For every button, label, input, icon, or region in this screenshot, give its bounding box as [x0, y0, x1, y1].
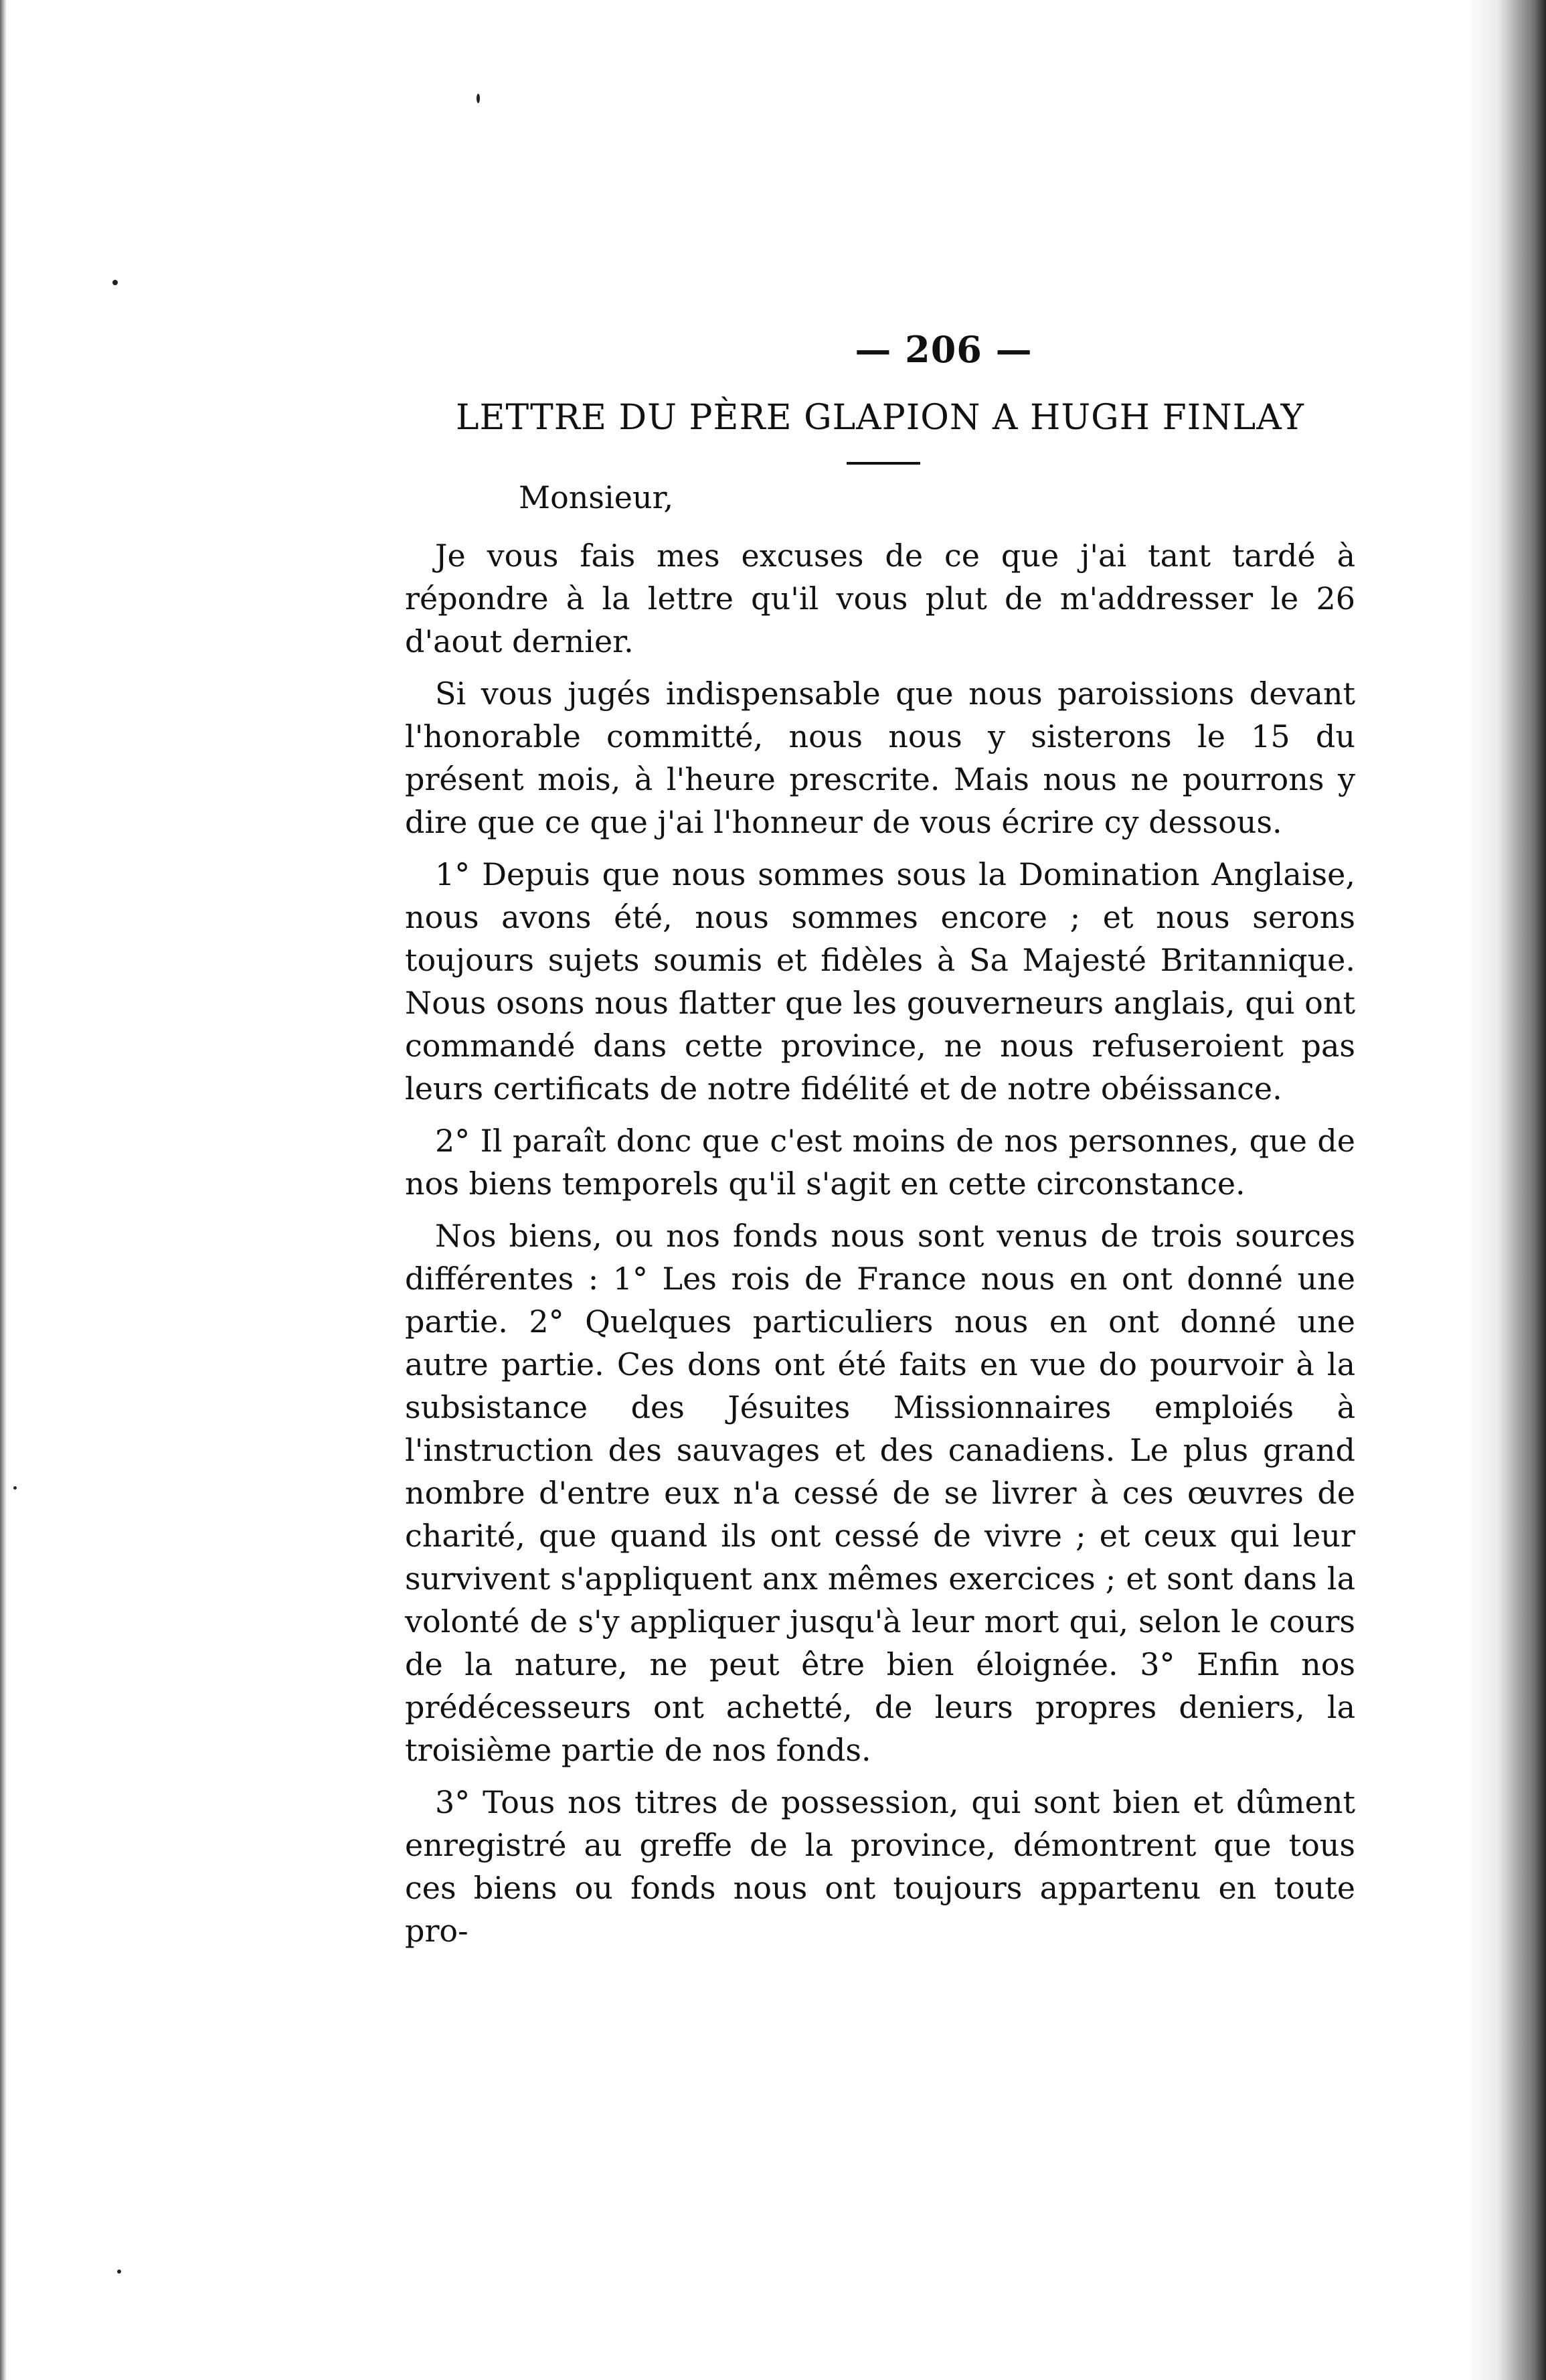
- page-number: — 206 —: [855, 328, 1033, 371]
- paragraph: 3° Tous nos titres de possession, qui sont bien et dûment enregistré au greffe de la province, démontrent que tous ces biens ou fonds nous ont toujours appartenu en toute pro-: [405, 1784, 1355, 1949]
- title-rule: [847, 462, 920, 465]
- scan-speck: [477, 94, 480, 103]
- scan-speck: [117, 2270, 121, 2274]
- letter-title: LETTRE DU PÈRE GLAPION A HUGH FINLAY: [455, 398, 1304, 438]
- paragraph: 1° Depuis que nous sommes sous la Domination Anglaise, nous avons été, nous sommes encore ; et nous serons toujours sujets soumis et fidèles à Sa Majesté Britannique. Nous osons nous flatter que les gouverneurs anglais, qui ont commandé dans cette province, ne nous refuseroient pas leurs certificats de notre fidélité et de notre obéissance.: [405, 856, 1355, 1107]
- paragraph: Nos biens, ou nos fonds nous sont venus de trois sources différentes : 1° Les rois de France nous en ont donné une partie. 2° Quelques particuliers nous en ont donné une autre partie. Ces dons ont été faits en vue do pourvoir à la subsistance des Jésuites Missionnaires emploiés à l'instruction des sauvages et des canadiens. Le plus grand nombre d'entre eux n'a cessé de se livrer à ces œuvres de charité, que quand ils ont cessé de vivre ; et ceux qui leur survivent s'appliquent anx mêmes exercices ; et sont dans la volonté de s'y appliquer jusqu'à leur mort qui, selon le cours de la nature, ne peut être bien éloignée. 3° Enfin nos prédécesseurs ont achetté, de leurs propres deniers, la troisième partie de nos fonds.: [405, 1218, 1355, 1768]
- scan-speck: [13, 1486, 17, 1490]
- scan-shadow-right: [1466, 0, 1546, 2380]
- page-text: [405, 328, 1355, 1962]
- scan-speck: [112, 280, 118, 285]
- scan-shadow-left: [0, 0, 7, 2380]
- paragraph: Si vous jugés indispensable que nous paroissions devant l'honorable committé, nous nous y sisterons le 15 du présent mois, à l'heure prescrite. Mais nous ne pourrons y dire que ce que j'ai l'honneur de vous écrire cy dessous.: [405, 676, 1355, 840]
- salutation: Monsieur,: [519, 479, 674, 515]
- paragraph: 2° Il paraît donc que c'est moins de nos personnes, que de nos biens temporels qu'il s'agit en cette circonstance.: [405, 1123, 1355, 1202]
- paragraph: Je vous fais mes excuses de ce que j'ai tant tardé à répondre à la lettre qu'il vous plut de m'addresser le 26 d'aout dernier.: [405, 538, 1355, 659]
